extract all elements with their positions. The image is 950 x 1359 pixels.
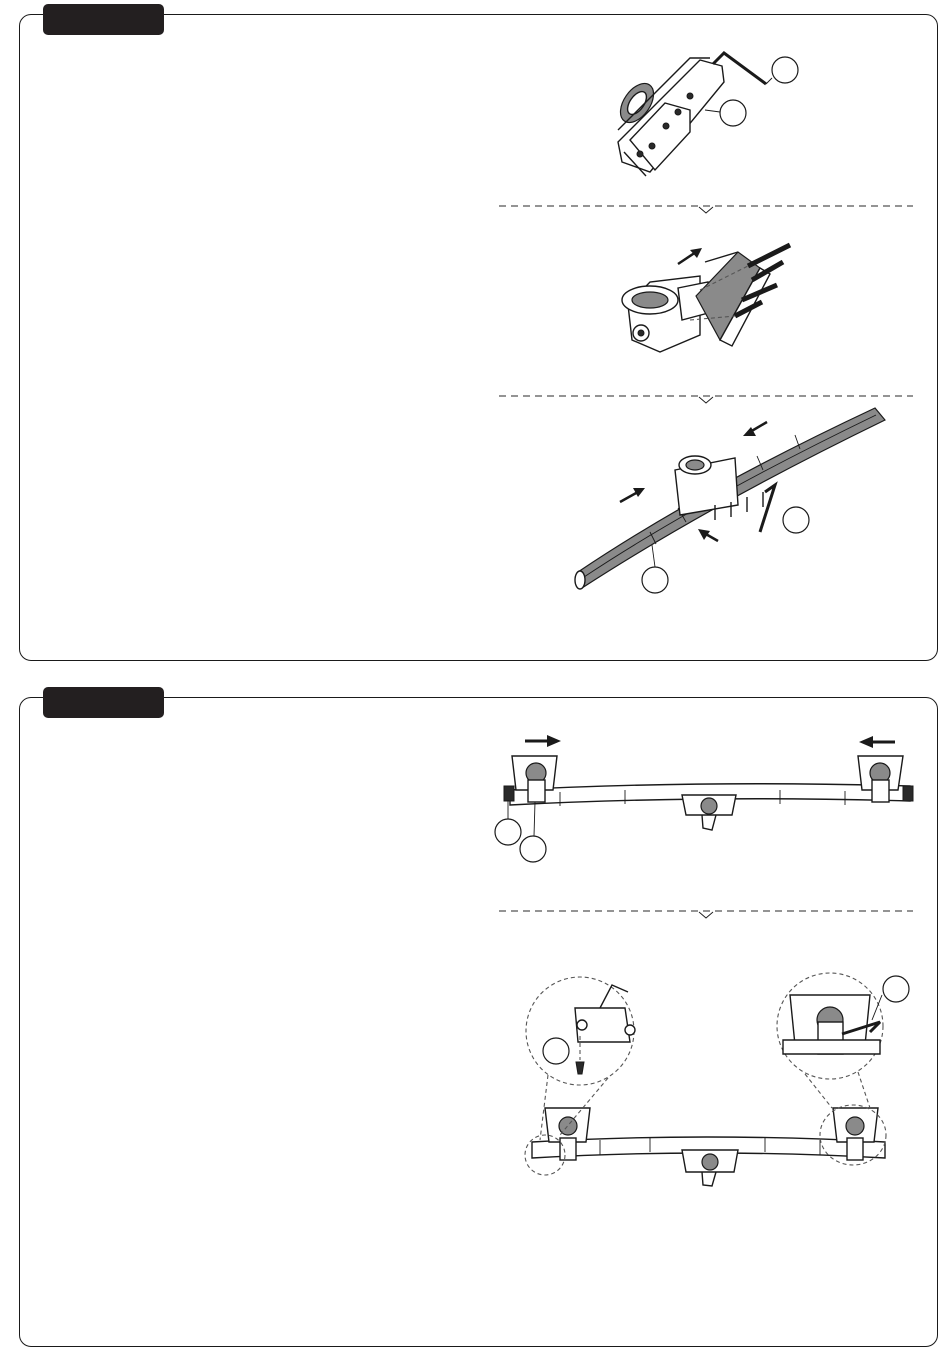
callout-circle-7 <box>543 1038 569 1064</box>
center-clamp-lower <box>682 1150 738 1186</box>
callout-circle-8 <box>883 976 909 1002</box>
zoom-right-detail <box>783 995 880 1054</box>
zoom-left-detail <box>575 985 635 1042</box>
